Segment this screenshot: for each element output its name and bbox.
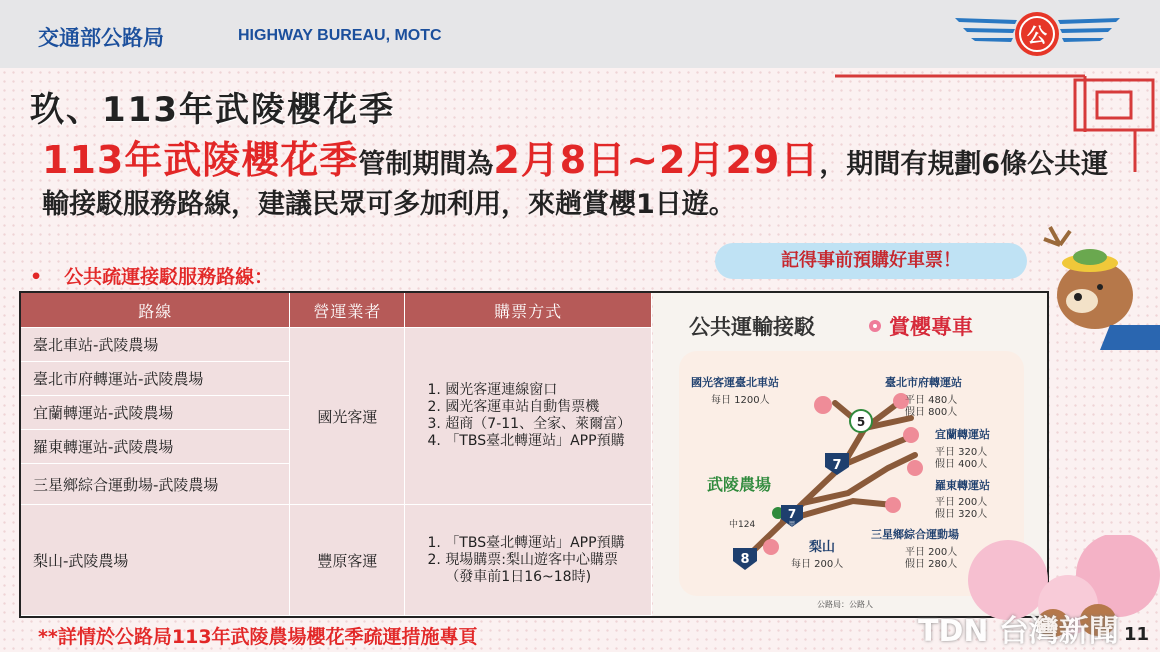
route-cell: 臺北車站-武陵農場 xyxy=(21,328,290,362)
svg-text:假日 800人: 假日 800人 xyxy=(905,407,958,418)
svg-text:假日 400人: 假日 400人 xyxy=(935,459,988,470)
ticketing-method: 1. 「TBS臺北轉運站」APP預購 xyxy=(445,535,637,552)
operator-cell: 豐原客運 xyxy=(290,505,405,616)
org-name-english: HIGHWAY BUREAU, MOTC xyxy=(238,27,442,44)
lead-paragraph xyxy=(42,140,1122,225)
org-name-chinese: 交通部公路局 xyxy=(38,26,164,50)
header-operator: 營運業者 xyxy=(290,293,405,328)
route-cell: 宜蘭轉運站-武陵農場 xyxy=(21,396,290,430)
ticketing-cell xyxy=(405,505,652,616)
table-row xyxy=(21,328,652,362)
ticketing-method: 3. 超商（7-11、全家、萊爾富） xyxy=(445,416,637,433)
tdn-watermark: TDN 台灣新聞 xyxy=(918,614,1119,649)
cherry-blossom-icon xyxy=(869,320,881,332)
svg-text:公: 公 xyxy=(1027,23,1047,47)
footer-note: **詳情於公路局113年武陵農場櫻花季疏運措施專頁 xyxy=(38,626,478,648)
svg-text:三星鄉綜合運動場: 三星鄉綜合運動場 xyxy=(871,528,959,541)
svg-text:8: 8 xyxy=(740,552,750,567)
svg-text:梨山: 梨山 xyxy=(809,540,836,555)
bullet-label: 公共疏運接駁服務路線： xyxy=(64,266,274,288)
station-label xyxy=(935,427,990,470)
routes-table xyxy=(20,292,652,616)
svg-text:每日 200人: 每日 200人 xyxy=(791,559,844,570)
bullet-dot: • xyxy=(30,266,43,288)
svg-text:平日 320人: 平日 320人 xyxy=(935,447,988,458)
route-cell: 三星鄉綜合運動場-武陵農場 xyxy=(21,464,290,505)
ticketing-method: 4. 「TBS臺北轉運站」APP預購 xyxy=(445,433,637,450)
svg-text:臺北市府轉運站: 臺北市府轉運站 xyxy=(885,376,962,389)
ticketing-method: 2. 國光客運車站自動售票機 xyxy=(445,399,637,416)
reminder-bubble: 記得事前預購好車票！ xyxy=(715,243,1027,279)
route-badge xyxy=(850,410,872,432)
svg-text:5: 5 xyxy=(856,415,866,429)
page-number: 11 xyxy=(1124,624,1150,645)
svg-text:國光客運臺北車站: 國光客運臺北車站 xyxy=(691,376,779,389)
map-title-left: 公共運輸接駁 xyxy=(689,315,815,339)
header-ticketing: 購票方式 xyxy=(405,293,652,328)
control-period: 2月8日~2月29日 xyxy=(493,138,820,182)
route-cell: 梨山-武陵農場 xyxy=(21,505,290,616)
ticketing-method: 1. 國光客運連線窗口 xyxy=(445,382,637,399)
svg-text:平日 200人: 平日 200人 xyxy=(905,547,958,558)
route-cell: 羅東轉運站-武陵農場 xyxy=(21,430,290,464)
header-route: 路線 xyxy=(21,293,290,328)
routes-bullet xyxy=(30,262,273,289)
section-title: 玖、113年武陵櫻花季 xyxy=(30,90,395,130)
svg-text:每日 1200人: 每日 1200人 xyxy=(711,395,770,406)
lead-text-1: 管制期間為 xyxy=(358,149,494,180)
table-header-row xyxy=(21,293,652,328)
road-label: 中124 xyxy=(729,520,756,530)
festival-name: 113年武陵櫻花季 xyxy=(42,138,359,182)
svg-text:甲: 甲 xyxy=(788,521,796,528)
svg-text:假日 280人: 假日 280人 xyxy=(905,559,958,570)
route-cell: 臺北市府轉運站-武陵農場 xyxy=(21,362,290,396)
deer-mascot-icon xyxy=(1030,225,1160,350)
map-title-right: 賞櫻專車 xyxy=(889,315,973,339)
table-row xyxy=(21,505,652,616)
svg-text:羅東轉運站: 羅東轉運站 xyxy=(935,479,990,492)
svg-text:平日 200人: 平日 200人 xyxy=(935,497,988,508)
header-bar xyxy=(0,0,1160,68)
ticketing-method: 2. 現場購票:梨山遊客中心購票（發車前1日16~18時) xyxy=(445,552,637,586)
ticketing-cell xyxy=(405,328,652,505)
svg-text:平日 480人: 平日 480人 xyxy=(905,395,958,406)
highway-bureau-logo-icon xyxy=(955,8,1120,60)
map-credit: 公路局：公路人 xyxy=(817,600,873,609)
station-label xyxy=(935,478,990,520)
lead-text-2: ，期間有規劃6條公共運輸接駁服務路線，建議民眾可多加利用，來趟賞櫻1日遊。 xyxy=(42,149,1109,220)
svg-text:7: 7 xyxy=(832,458,842,473)
operator-cell: 國光客運 xyxy=(290,328,405,505)
svg-text:7: 7 xyxy=(787,507,797,521)
svg-text:假日 320人: 假日 320人 xyxy=(935,509,988,520)
destination-label: 武陵農場 xyxy=(707,475,772,494)
svg-text:宜蘭轉運站: 宜蘭轉運站 xyxy=(935,428,990,441)
